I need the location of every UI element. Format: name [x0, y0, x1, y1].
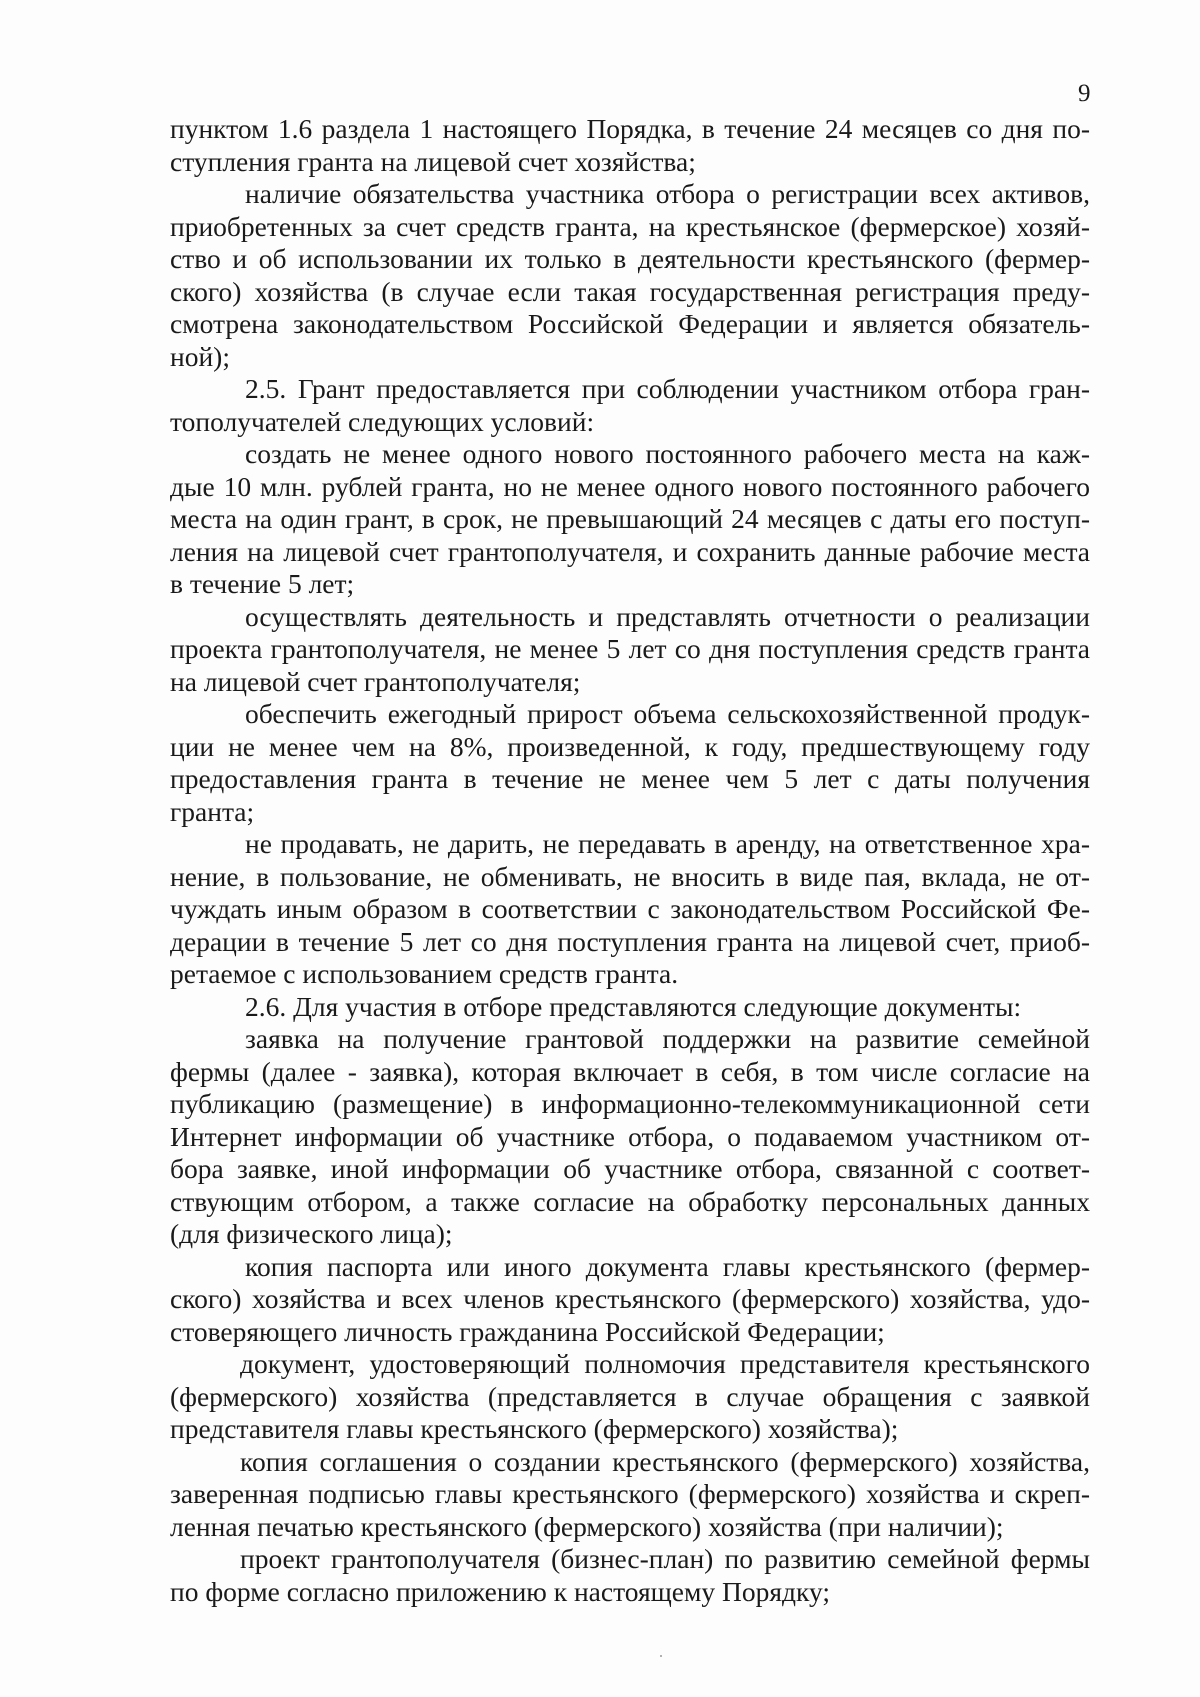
text-line: пунктом 1.6 раздела 1 настоящего Порядка, в течение 24 месяцев со дня по- [170, 113, 1090, 144]
text-line: предоставления гранта в течение не менее чем 5 лет с даты получения [170, 763, 1090, 794]
text-line: обеспечить ежегодный прирост объема сельскохозяйственной продук- [245, 698, 1090, 729]
text-line: ной); [170, 340, 230, 372]
document-body [170, 113, 1090, 1608]
text-line: наличие обязательства участника отбора о регистрации всех активов, [245, 178, 1090, 209]
scan-speck [660, 1655, 662, 1657]
text-line: на лицевой счет грантополучателя; [170, 665, 581, 697]
text-line: Интернет информации об участнике отбора, о подаваемом участником от- [170, 1120, 1090, 1152]
text-line: ство и об использовании их только в деятельности крестьянского (фермер- [170, 243, 1090, 274]
text-line: дерации в течение 5 лет со дня поступления гранта на лицевой счет, приоб- [170, 925, 1090, 957]
text-line: в течение 5 лет; [170, 568, 355, 599]
text-line: места на один грант, в срок, не превышающий 24 месяцев с даты его поступ- [170, 503, 1090, 534]
text-line: (для физического лица); [170, 1218, 453, 1249]
text-line: ского) хозяйства и всех членов крестьянского (фермерского) хозяйства, удо- [170, 1283, 1090, 1314]
text-line: проекта грантополучателя, не менее 5 лет со дня поступления средств гранта [170, 633, 1090, 664]
text-line: бора заявке, иной информации об участнике отбора, связанной с соответ- [170, 1153, 1090, 1184]
text-line: смотрена законодательством Российской Федерации и является обязатель- [170, 308, 1090, 339]
text-line: копия паспорта или иного документа главы крестьянского (фермер- [245, 1250, 1090, 1282]
text-line: представителя главы крестьянского (фермерского) хозяйства); [170, 1413, 899, 1444]
text-line: копия соглашения о создании крестьянского (фермерского) хозяйства, [240, 1445, 1090, 1477]
text-line: дые 10 млн. рублей гранта, но не менее одного нового постоянного рабочего [170, 470, 1090, 502]
text-line: по форме согласно приложению к настоящему Порядку; [170, 1575, 831, 1607]
text-line: стоверяющего личность гражданина Российской Федерации; [170, 1315, 885, 1347]
text-line: нение, в пользование, не обменивать, не вносить в виде пая, вклада, не от- [170, 860, 1090, 892]
text-line: чуждать иным образом в соответствии с законодательством Российской Фе- [170, 893, 1090, 924]
text-line: 2.5. Грант предоставляется при соблюдении участником отбора гран- [245, 373, 1090, 404]
text-line: документ, удостоверяющий полномочия представителя крестьянского [240, 1348, 1090, 1379]
text-line: проект грантополучателя (бизнес-план) по развитию семейной фермы [240, 1543, 1090, 1574]
text-line: приобретенных за счет средств гранта, на крестьянское (фермерское) хозяй- [170, 210, 1090, 242]
text-line: осуществлять деятельность и представлять отчетности о реализации [245, 600, 1090, 632]
text-line: ленная печатью крестьянского (фермерского) хозяйства (при наличии); [170, 1510, 1004, 1542]
page-number: 9 [1078, 80, 1091, 107]
text-line: ретаемое с использованием средств гранта. [170, 958, 679, 989]
text-line: не продавать, не дарить, не передавать в аренду, на ответственное хра- [245, 828, 1090, 859]
text-line: ствующим отбором, а также согласие на обработку персональных данных [170, 1185, 1090, 1217]
text-line: тополучателей следующих условий: [170, 405, 595, 437]
text-line: 2.6. Для участия в отборе представляются следующие документы: [245, 990, 1022, 1022]
text-line: гранта; [170, 795, 255, 827]
text-line: публикацию (размещение) в информационно-телекоммуникационной сети [170, 1088, 1090, 1119]
text-line: создать не менее одного нового постоянного рабочего места на каж- [245, 438, 1090, 469]
text-line: ции не менее чем на 8%, произведенной, к году, предшествующему году [170, 730, 1090, 762]
text-line: ского) хозяйства (в случае если такая государственная регистрация преду- [170, 275, 1090, 307]
text-line: заверенная подписью главы крестьянского (фермерского) хозяйства и скреп- [170, 1478, 1090, 1509]
text-line: ступления гранта на лицевой счет хозяйства; [170, 145, 696, 177]
text-line: ления на лицевой счет грантополучателя, и сохранить данные рабочие места [170, 535, 1090, 567]
text-line: заявка на получение грантовой поддержки на развитие семейной [245, 1023, 1090, 1054]
text-line: фермы (далее - заявка), которая включает в себя, в том числе согласие на [170, 1055, 1090, 1087]
text-line: (фермерского) хозяйства (представляется в случае обращения с заявкой [170, 1380, 1090, 1412]
